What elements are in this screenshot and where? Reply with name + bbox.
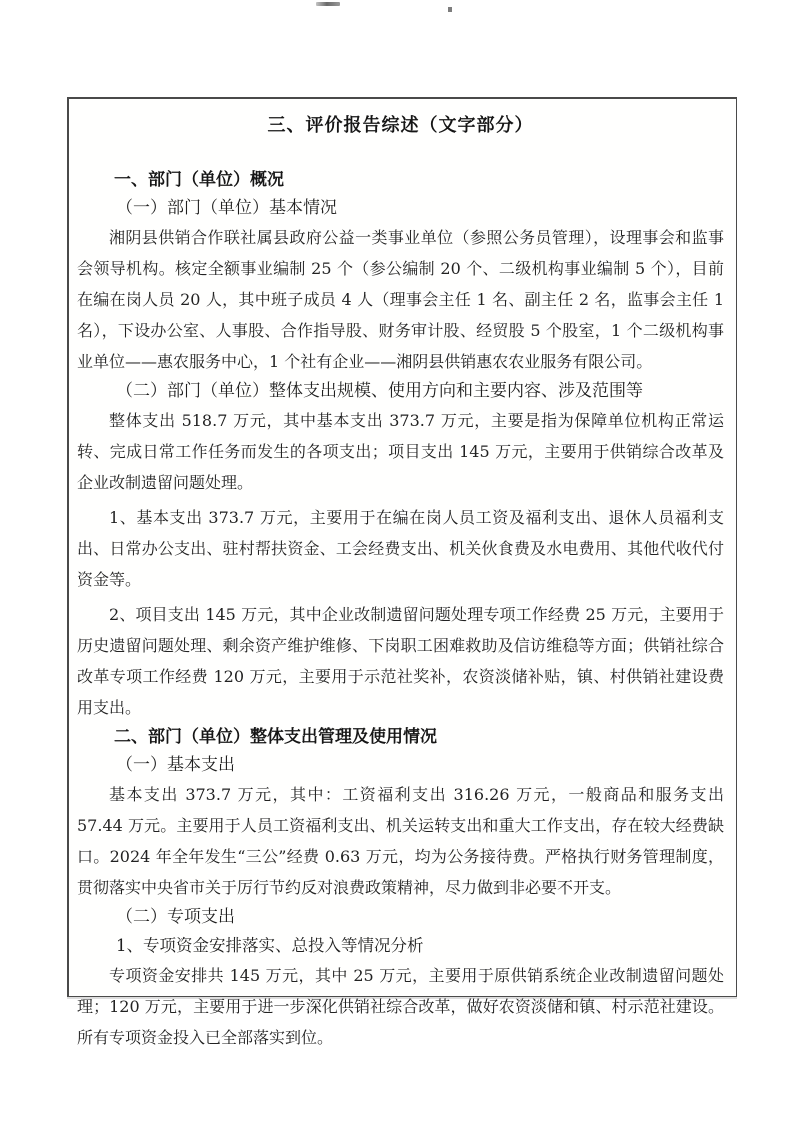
paragraph: 1、基本支出 373.7 万元，主要用于在编在岗人员工资及福利支出、退休人员福利支出、日常办公支出、驻村帮扶资金、工会经费支出、机关伙食费及水电费用、其他代收代付资金等。 [77,508,724,589]
paragraph: 整体支出 518.7 万元，其中基本支出 373.7 万元，主要是指为保障单位机构正常运转、完成日常工作任务而发生的各项支出；项目支出 145 万元，主要用于供销综合改革及企业改制遗留问题处理。 [77,411,724,492]
section-heading: （一）基本支出 [116,755,235,775]
section-heading: （二）部门（单位）整体支出规模、使用方向和主要内容、涉及范围等 [116,381,643,401]
section-heading: 1、专项资金安排落实、总投入等情况分析 [116,936,424,955]
report-content [69,113,736,1053]
page-title: 三、评价报告综述（文字部分） [267,115,534,136]
scan-mark [316,2,340,6]
paragraph: 基本支出 373.7 万元，其中：工资福利支出 316.26 万元，一般商品和服务支出 57.44 万元。主要用于人员工资福利支出、机关运转支出和重大工作支出，存在较大经费缺口。2024 年全年发生“三公”经费 0.63 万元，均为公务接待费。严格执行财务管理制度，贯彻落实中央省市关于厉行节约反对浪费政策精神，尽力做到非必要不开支。 [77,785,724,897]
report-border-box [67,97,737,1047]
section-heading: （一）部门（单位）基本情况 [116,198,337,218]
section-heading: 一、部门（单位）概况 [114,170,284,190]
scan-mark [448,7,452,12]
paragraph: 湘阴县供销合作联社属县政府公益一类事业单位（参照公务员管理），设理事会和监事会领导机构。核定全额事业编制 25 个（参公编制 20 个、二级机构事业编制 5 个），目前在编在岗人员 20 人，其中班子成员 4 人（理事会主任 1 名、副主任 2 名，监事会主任 1 名），下设办公室、人事股、合作指导股、财务审计股、经贸股 5 个股室，1 个二级机构事业单位——惠农服务中心，1 个社有企业——湘阴县供销惠农农业服务有限公司。 [77,228,724,371]
section-heading: （二）专项支出 [116,907,235,927]
section-heading: 二、部门（单位）整体支出管理及使用情况 [114,727,437,747]
report-body [77,166,724,1053]
paragraph: 专项资金安排共 145 万元，其中 25 万元，主要用于原供销系统企业改制遗留问题处理；120 万元，主要用于进一步深化供销社综合改革，做好农资淡储和镇、村示范社建设。所有专项资金投入已全部落实到位。 [77,966,724,1047]
paragraph: 2、项目支出 145 万元，其中企业改制遗留问题处理专项工作经费 25 万元，主要用于历史遗留问题处理、剩余资产维护维修、下岗职工困难救助及信访维稳等方面；供销社综合改革专项工作经费 120 万元，主要用于示范社奖补，农资淡储补贴，镇、村供销社建设费用支出。 [77,605,724,717]
